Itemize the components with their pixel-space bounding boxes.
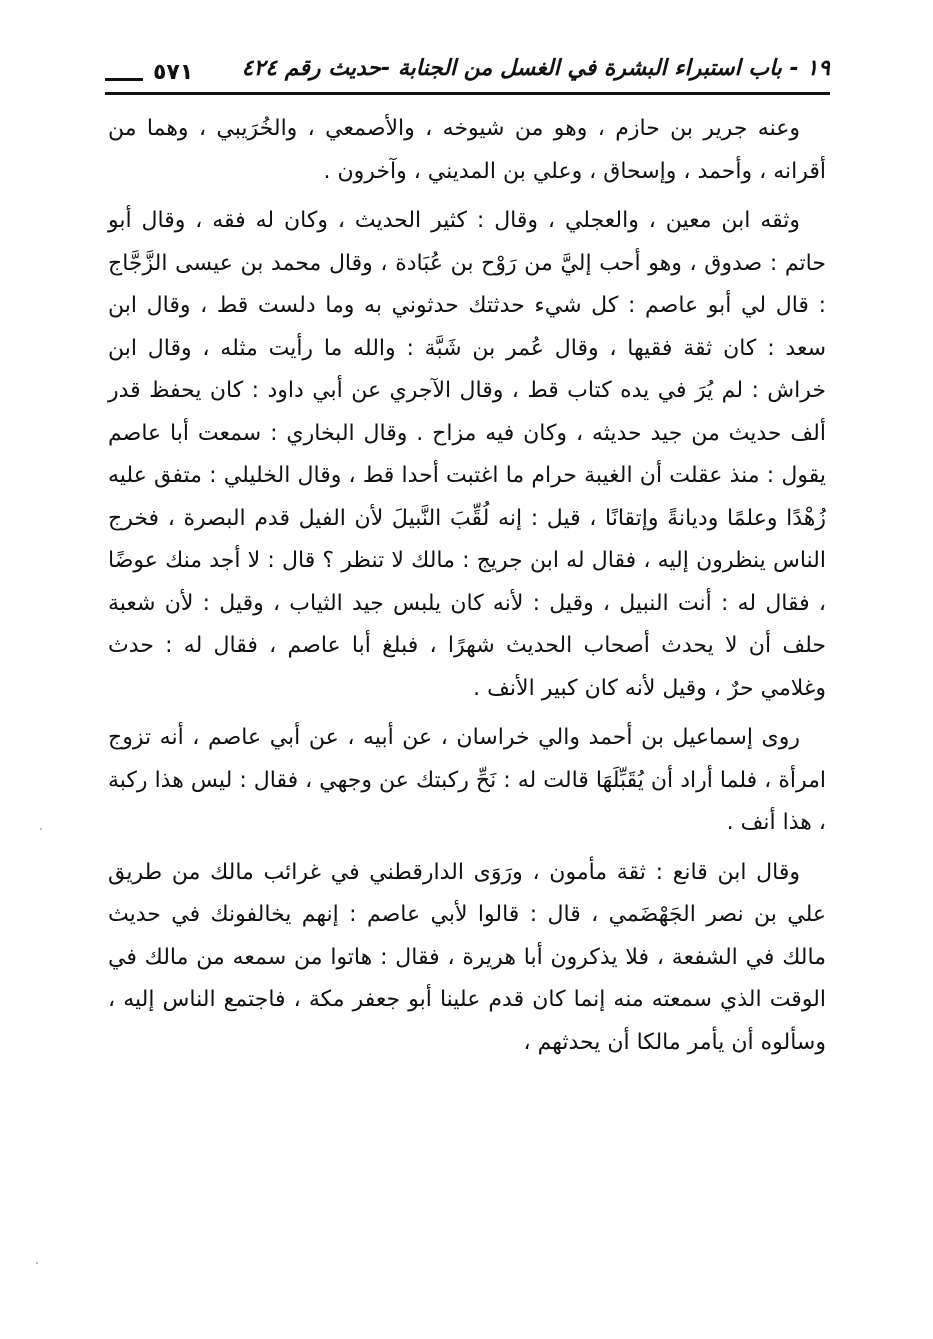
paragraph-1: وعنه جرير بن حازم ، وهو من شيوخه ، والأصمعي ، والخُرَيبي ، وهما من أقرانه ، وأحمد ، وإسحاق ، وعلي بن المديني ، وآخرون . bbox=[108, 116, 826, 184]
page-number: ٥٧١ bbox=[153, 60, 194, 85]
header-rule bbox=[105, 92, 830, 95]
paragraph-4: وقال ابن قانع : ثقة مأمون ، ورَوَى الدارقطني في غرائب مالك من طريق علي بن نصر الجَهْضَمي ، قال : قالوا لأبي عاصم : إنهم يخالفونك في حديث مالك في الشفعة ، فلا يذكرون أبا هريرة ، فقال : هاتوا من سمعه من مالك في الوقت الذي سمعته منه إنما كان قدم علينا أبو جعفر مكة ، فاجتمع الناس إليه ، وسألوه أن يأمر مالكا أن يحدثهم ، bbox=[108, 859, 826, 1055]
body-text bbox=[108, 108, 826, 1064]
paragraph-2: وثقه ابن معين ، والعجلي ، وقال : كثير الحديث ، وكان له فقه ، وقال أبو حاتم : صدوق ، وهو أحب إليَّ من رَوْح بن عُبَادة ، وقال محمد بن عيسى الزَّجَّاج : قال لي أبو عاصم : كل شيء حدثتك حدثوني به وما دلست قط ، وقال ابن سعد : كان ثقة فقيها ، وقال عُمر بن شَبَّة : والله ما رأيت مثله ، وقال ابن خراش : لم يُرَ في يده كتاب قط ، وقال الآجري عن أبي داود : كان يحفظ قدر ألف حديث من جيد حديثه ، وكان فيه مزاح . وقال البخاري : سمعت أبا عاصم يقول : منذ عقلت أن الغيبة حرام ما اغتبت أحدا قط ، وقال الخليلي : متفق عليه زُهْدًا وعلمًا وديانةً وإتقانًا ، قيل : إنه لُقِّبَ النَّبيلَ لأن الفيل قدم البصرة ، فخرج الناس ينظرون إليه ، فقال له ابن جريج : مالك لا تنظر ؟ قال : لا أجد منك عوضًا ، فقال له : أنت النبيل ، وقيل : لأنه كان يلبس جيد الثياب ، وقيل : لأن شعبة حلف أن لا يحدث أصحاب الحديث شهرًا ، فبلغ أبا عاصم ، فقال له : حدث وغلامي حرٌ ، وقيل لأنه كان كبير الأنف . bbox=[108, 208, 826, 701]
page-header bbox=[105, 52, 830, 100]
page-number-dash bbox=[105, 78, 143, 81]
scan-speck bbox=[40, 828, 42, 830]
paragraph-3: روى إسماعيل بن أحمد والي خراسان ، عن أبيه ، عن أبي عاصم ، أنه تزوج امرأة ، فلما أراد أن يُقَبِّلَهَا قالت له : نَحِّ ركبتك عن وجهي ، فقال : ليس هذا ركبة ، هذا أنف . bbox=[108, 725, 826, 835]
chapter-title: ١٩ - باب استبراء البشرة في الغسل من الجنابة -حديث رقم ٤٢٤ bbox=[241, 56, 830, 81]
scan-speck bbox=[36, 1262, 38, 1264]
